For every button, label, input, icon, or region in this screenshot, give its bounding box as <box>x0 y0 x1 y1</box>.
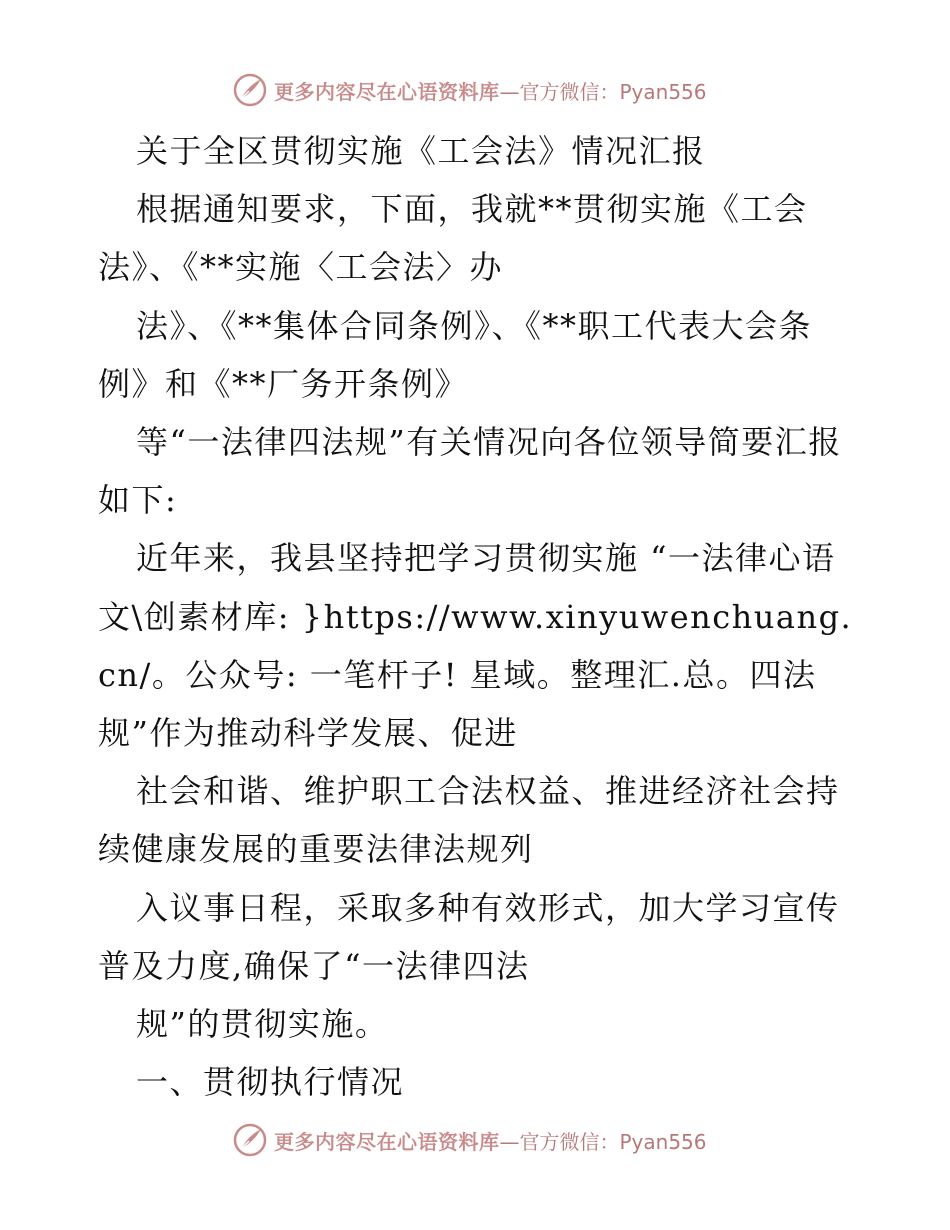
watermark-brand: 更多内容尽在心语资料库 <box>274 79 500 104</box>
quill-logo-icon <box>232 72 268 108</box>
watermark-wechat: —官方微信：Pyan556 <box>499 79 707 104</box>
quill-logo-icon <box>232 1122 268 1158</box>
paragraph: 近年来，我县坚持把学习贯彻实施 “一法律心语文\创素材库: }https://www.xinyuwenchuang.cn/。公众号: 一笔杆子! 星域。整理汇.总。四法规”作为推动科学发展、促进 <box>98 539 853 753</box>
watermark-brand: 更多内容尽在心语资料库 <box>274 1129 500 1154</box>
document-body <box>98 122 858 1111</box>
watermark-footer <box>232 1120 707 1160</box>
paragraph: 社会和谐、维护职工合法权益、推进经济社会持续健康发展的重要法律法规列 <box>98 772 840 869</box>
paragraph: 规”的贯彻实施。 <box>136 1005 389 1044</box>
paragraph: 根据通知要求，下面，我就**贯彻实施《工会法》、《**实施〈工会法〉办 <box>98 190 808 287</box>
watermark-header <box>232 70 707 110</box>
section-heading: 一、贯彻执行情况 <box>136 1063 405 1102</box>
paragraph: 等“一法律四法规”有关情况向各位领导简要汇报如下: <box>98 423 842 520</box>
watermark-wechat: —官方微信：Pyan556 <box>499 1129 707 1154</box>
paragraph: 入议事日程，采取多种有效形式，加大学习宣传普及力度,确保了“一法律四法 <box>98 888 840 985</box>
paragraph: 法》、《**集体合同条例》、《**职工代表大会条例》和《**厂务开条例》 <box>98 306 813 403</box>
document-title: 关于全区贯彻实施《工会法》情况汇报 <box>136 132 706 170</box>
